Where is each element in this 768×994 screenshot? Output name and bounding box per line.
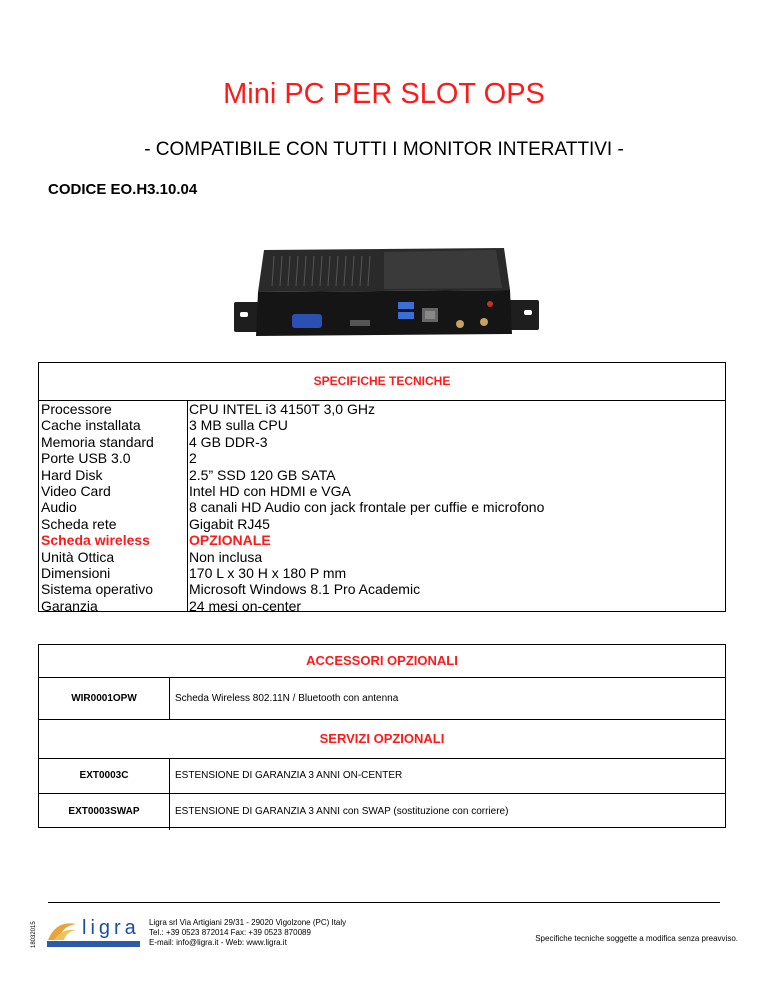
- spec-labels-column: [41, 401, 187, 614]
- spec-label: Processore: [41, 401, 112, 417]
- spec-label: Cache installata: [41, 417, 141, 434]
- spec-label: Scheda rete: [41, 515, 117, 532]
- spec-value: OPZIONALE: [189, 532, 271, 549]
- mini-pc-image: [234, 242, 539, 342]
- spec-value: Gigabit RJ45: [189, 515, 270, 532]
- spec-value: 24 mesi on-center: [189, 597, 302, 614]
- spec-body: [39, 401, 725, 614]
- disclaimer: Specifiche tecniche soggette a modifica senza preavviso.: [535, 934, 738, 943]
- spec-label: Video Card: [41, 483, 111, 500]
- spec-heading: SPECIFICHE TECNICHE: [39, 363, 725, 401]
- contact-line: Tel.: +39 0523 872014 Fax: +39 0523 870089: [149, 928, 311, 937]
- item-code: EXT0003C: [39, 759, 170, 793]
- spec-values-column: [187, 401, 725, 614]
- table-row: [39, 677, 725, 719]
- accessories-heading: ACCESSORI OPZIONALI: [306, 653, 458, 668]
- spec-label: Unità Ottica: [41, 548, 115, 565]
- spec-label: Scheda wireless: [41, 532, 150, 549]
- spec-label: Porte USB 3.0: [41, 450, 131, 467]
- spec-value: 8 canali HD Audio con jack frontale per cuffie e microfono: [189, 499, 545, 516]
- item-description: ESTENSIONE DI GARANZIA 3 ANNI con SWAP (sostituzione con corriere): [175, 806, 509, 817]
- date-code: 18032015: [31, 921, 37, 948]
- item-code: WIR0001OPW: [39, 678, 170, 719]
- product-code: CODICE EO.H3.10.04: [48, 181, 198, 198]
- spec-value: 2.5” SSD 120 GB SATA: [189, 466, 336, 483]
- spec-label: Audio: [41, 499, 77, 516]
- web-line: E-mail: info@ligra.it - Web: www.ligra.it: [149, 938, 287, 947]
- optional-items-table: [38, 644, 726, 828]
- logo-tagline-bar: [47, 941, 140, 947]
- logo-wordmark: ligra: [82, 917, 140, 939]
- address-line: Ligra srl Via Artigiani 29/31 - 29020 Vigolzone (PC) Italy: [149, 918, 347, 927]
- item-description: Scheda Wireless 802.11N / Bluetooth con antenna: [175, 693, 399, 704]
- spec-label: Memoria standard: [41, 433, 154, 450]
- table-row: [39, 793, 725, 830]
- page-subtitle: - COMPATIBILE CON TUTTI I MONITOR INTERATTIVI -: [144, 139, 624, 160]
- spec-value: Microsoft Windows 8.1 Pro Academic: [189, 581, 421, 598]
- item-description: ESTENSIONE DI GARANZIA 3 ANNI ON-CENTER: [175, 770, 403, 781]
- spec-value: Non inclusa: [189, 548, 263, 565]
- spec-label: Dimensioni: [41, 565, 111, 582]
- spec-table: [38, 362, 726, 612]
- spec-label: Sistema operativo: [41, 581, 154, 598]
- spec-label: Garanzia: [41, 597, 98, 614]
- spec-value: CPU INTEL i3 4150T 3,0 GHz: [189, 401, 375, 417]
- spec-value: 4 GB DDR-3: [189, 433, 268, 450]
- item-code: EXT0003SWAP: [39, 794, 170, 830]
- spec-value: 3 MB sulla CPU: [189, 417, 288, 434]
- spec-label: Hard Disk: [41, 466, 103, 483]
- footer-divider: [48, 902, 720, 903]
- company-address: [149, 918, 346, 948]
- table-row: [39, 758, 725, 793]
- spec-value: 170 L x 30 H x 180 P mm: [189, 565, 347, 582]
- spec-value: 2: [189, 450, 197, 467]
- services-heading: SERVIZI OPZIONALI: [39, 719, 725, 758]
- spec-value: Intel HD con HDMI e VGA: [189, 483, 351, 500]
- page-title: Mini PC PER SLOT OPS: [223, 78, 545, 110]
